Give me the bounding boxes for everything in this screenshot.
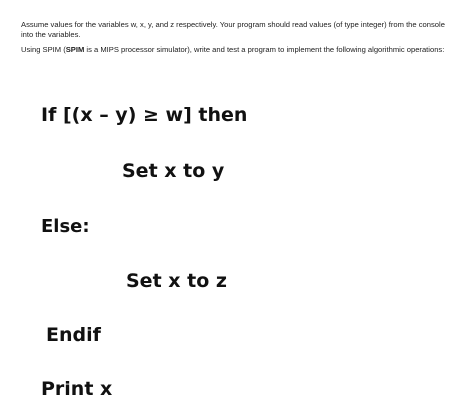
pseudocode-endif-line: Endif	[46, 324, 101, 346]
paragraph-2-prefix: Using SPIM (	[21, 45, 66, 54]
instruction-paragraph-1: Assume values for the variables w, x, y, and z respectively. Your program should read values (of type integer) from the console into the variables.	[21, 20, 445, 39]
instruction-paragraph-2	[21, 45, 451, 55]
paragraph-2-suffix: is a MIPS processor simulator), write and test a program to implement the following algorithmic operations:	[84, 45, 445, 54]
spim-bold-term: SPIM	[65, 45, 85, 54]
pseudocode-print-line: Print x	[41, 378, 113, 400]
pseudocode-else-action: Set x to z	[126, 270, 227, 292]
pseudocode-if-line: If [(x – y) ≥ w] then	[41, 104, 248, 126]
pseudocode-else-line: Else:	[41, 216, 90, 237]
pseudocode-then-action: Set x to y	[122, 160, 225, 182]
